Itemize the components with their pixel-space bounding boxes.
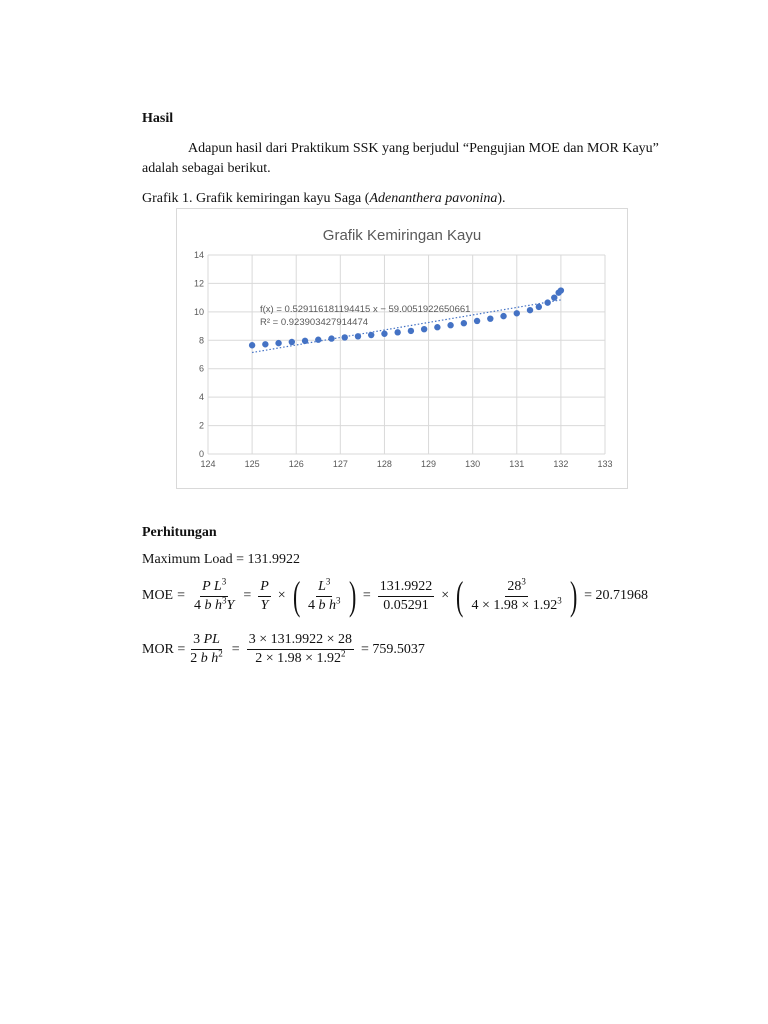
data-point [342,334,348,340]
data-point [262,341,268,347]
moe-value-fraction [378,579,435,614]
mor-equation: MOR = $\frac{3 PL}{2 b h^2}$ = $\frac{3 \times 131.9922 \times 28}{2 \times 1.98 \times 1.92^2}$ = 759.5037 [142,632,425,666]
x-tick-label: 128 [376,459,392,469]
x-tick-label: 127 [332,459,348,469]
slope-chart [176,208,628,489]
x-tick-label: 131 [509,459,525,469]
y-tick-label: 2 [198,420,204,431]
max-load-line: Maximum Load = 131.9922 [142,552,300,567]
mor-denominator-value: 2 × 1.98 × 1.92 [255,651,341,666]
x-tick-label: 129 [421,459,437,469]
data-point [302,338,308,344]
data-point [558,287,564,293]
data-point [249,342,255,348]
data-point [275,340,281,346]
trendline-r2: R² = 0.923903427914474 [260,317,369,328]
y-tick-label: 0 [198,449,204,459]
data-point [355,333,361,339]
data-point [551,294,557,300]
moe-deflection-value: 0.05291 [383,597,429,613]
moe-formula-fraction: $\frac{P L^3}{4 b h^3Y}$ [194,575,235,613]
caption-prefix: Grafik 1. Grafik kemiringan kayu Saga ( [142,191,370,206]
mor-result: = 759.5037 [361,641,425,657]
mor-value-fraction: $\frac{3 \times 131.9922 \times 28}{2 \times 1.98 \times 1.92^2}$ [248,632,352,666]
chart-canvas [177,209,627,488]
x-tick-label: 133 [597,459,613,469]
data-point [381,331,387,337]
x-tick-label: 125 [244,459,260,469]
moe-section-value: 4 × 1.98 × 1.92 [471,597,558,613]
intro-paragraph: Adapun hasil dari Praktikum SSK yang berjudul “Pengujian MOE dan MOR Kayu” adalah sebagai berikut. [142,141,659,176]
figure-caption [142,189,662,209]
moe-result: = 20.71968 [584,588,649,603]
data-point [536,304,542,310]
y-tick-label: 14 [193,250,204,260]
mor-formula-fraction: $\frac{3 PL}{2 b h^2}$ [190,632,223,666]
moe-span-value: 28 [507,578,522,594]
data-point [421,326,427,332]
caption-suffix: ). [497,191,506,206]
data-point [544,299,550,305]
y-tick-label: 6 [198,363,204,374]
data-point [328,335,334,341]
y-tick-label: 12 [193,278,204,289]
calculation-heading: Perhitungan [142,525,217,540]
data-point [514,310,520,316]
mor-label: MOR = [142,641,186,657]
data-point [408,328,414,334]
trendline-equation: f(x) = 0.529116181194415 x − 59.0051922650661 [260,304,471,315]
results-heading: Hasil [142,111,174,126]
data-point [527,307,533,313]
data-point [474,318,480,324]
data-point [394,329,400,335]
caption-species: Adenanthera pavonina [369,191,498,206]
data-point [500,313,506,319]
x-tick-label: 132 [553,459,569,469]
x-tick-label: 124 [200,459,216,469]
data-point [434,324,440,330]
data-point [487,315,493,321]
x-tick-label: 126 [288,459,304,469]
x-tick-label: 130 [465,459,481,469]
data-point [461,320,467,326]
moe-dimension-fraction: $\frac{28^3}{4 \times 1.98 \times 1.92^3}$ [471,575,562,613]
chart-grid [208,255,605,454]
chart-axes [194,250,613,469]
moe-load-value: 131.9922 [378,579,435,597]
data-point [447,322,453,328]
chart-title: Grafik Kemiringan Kayu [322,227,482,244]
y-tick-label: 10 [193,306,204,317]
data-point [315,337,321,343]
mor-numerator-value: 3 × 131.9922 × 28 [247,632,354,650]
y-tick-label: 8 [198,335,204,346]
moe-equation: MOE = $\frac{P L^3}{4 b h^3Y}$ = $\frac{P}{Y}$ × ( $\frac{L^3}{4 b h^3}$ ) = $\frac{131.9922}{0.05291}$ × ( $\frac{28^3}{4 \times 1.98 \times 1.92^3}$ ) = 20.71968 [142,573,649,618]
data-point [289,339,295,345]
y-tick-label: 4 [198,392,204,403]
moe-label: MOE [142,588,174,603]
data-point [368,332,374,338]
